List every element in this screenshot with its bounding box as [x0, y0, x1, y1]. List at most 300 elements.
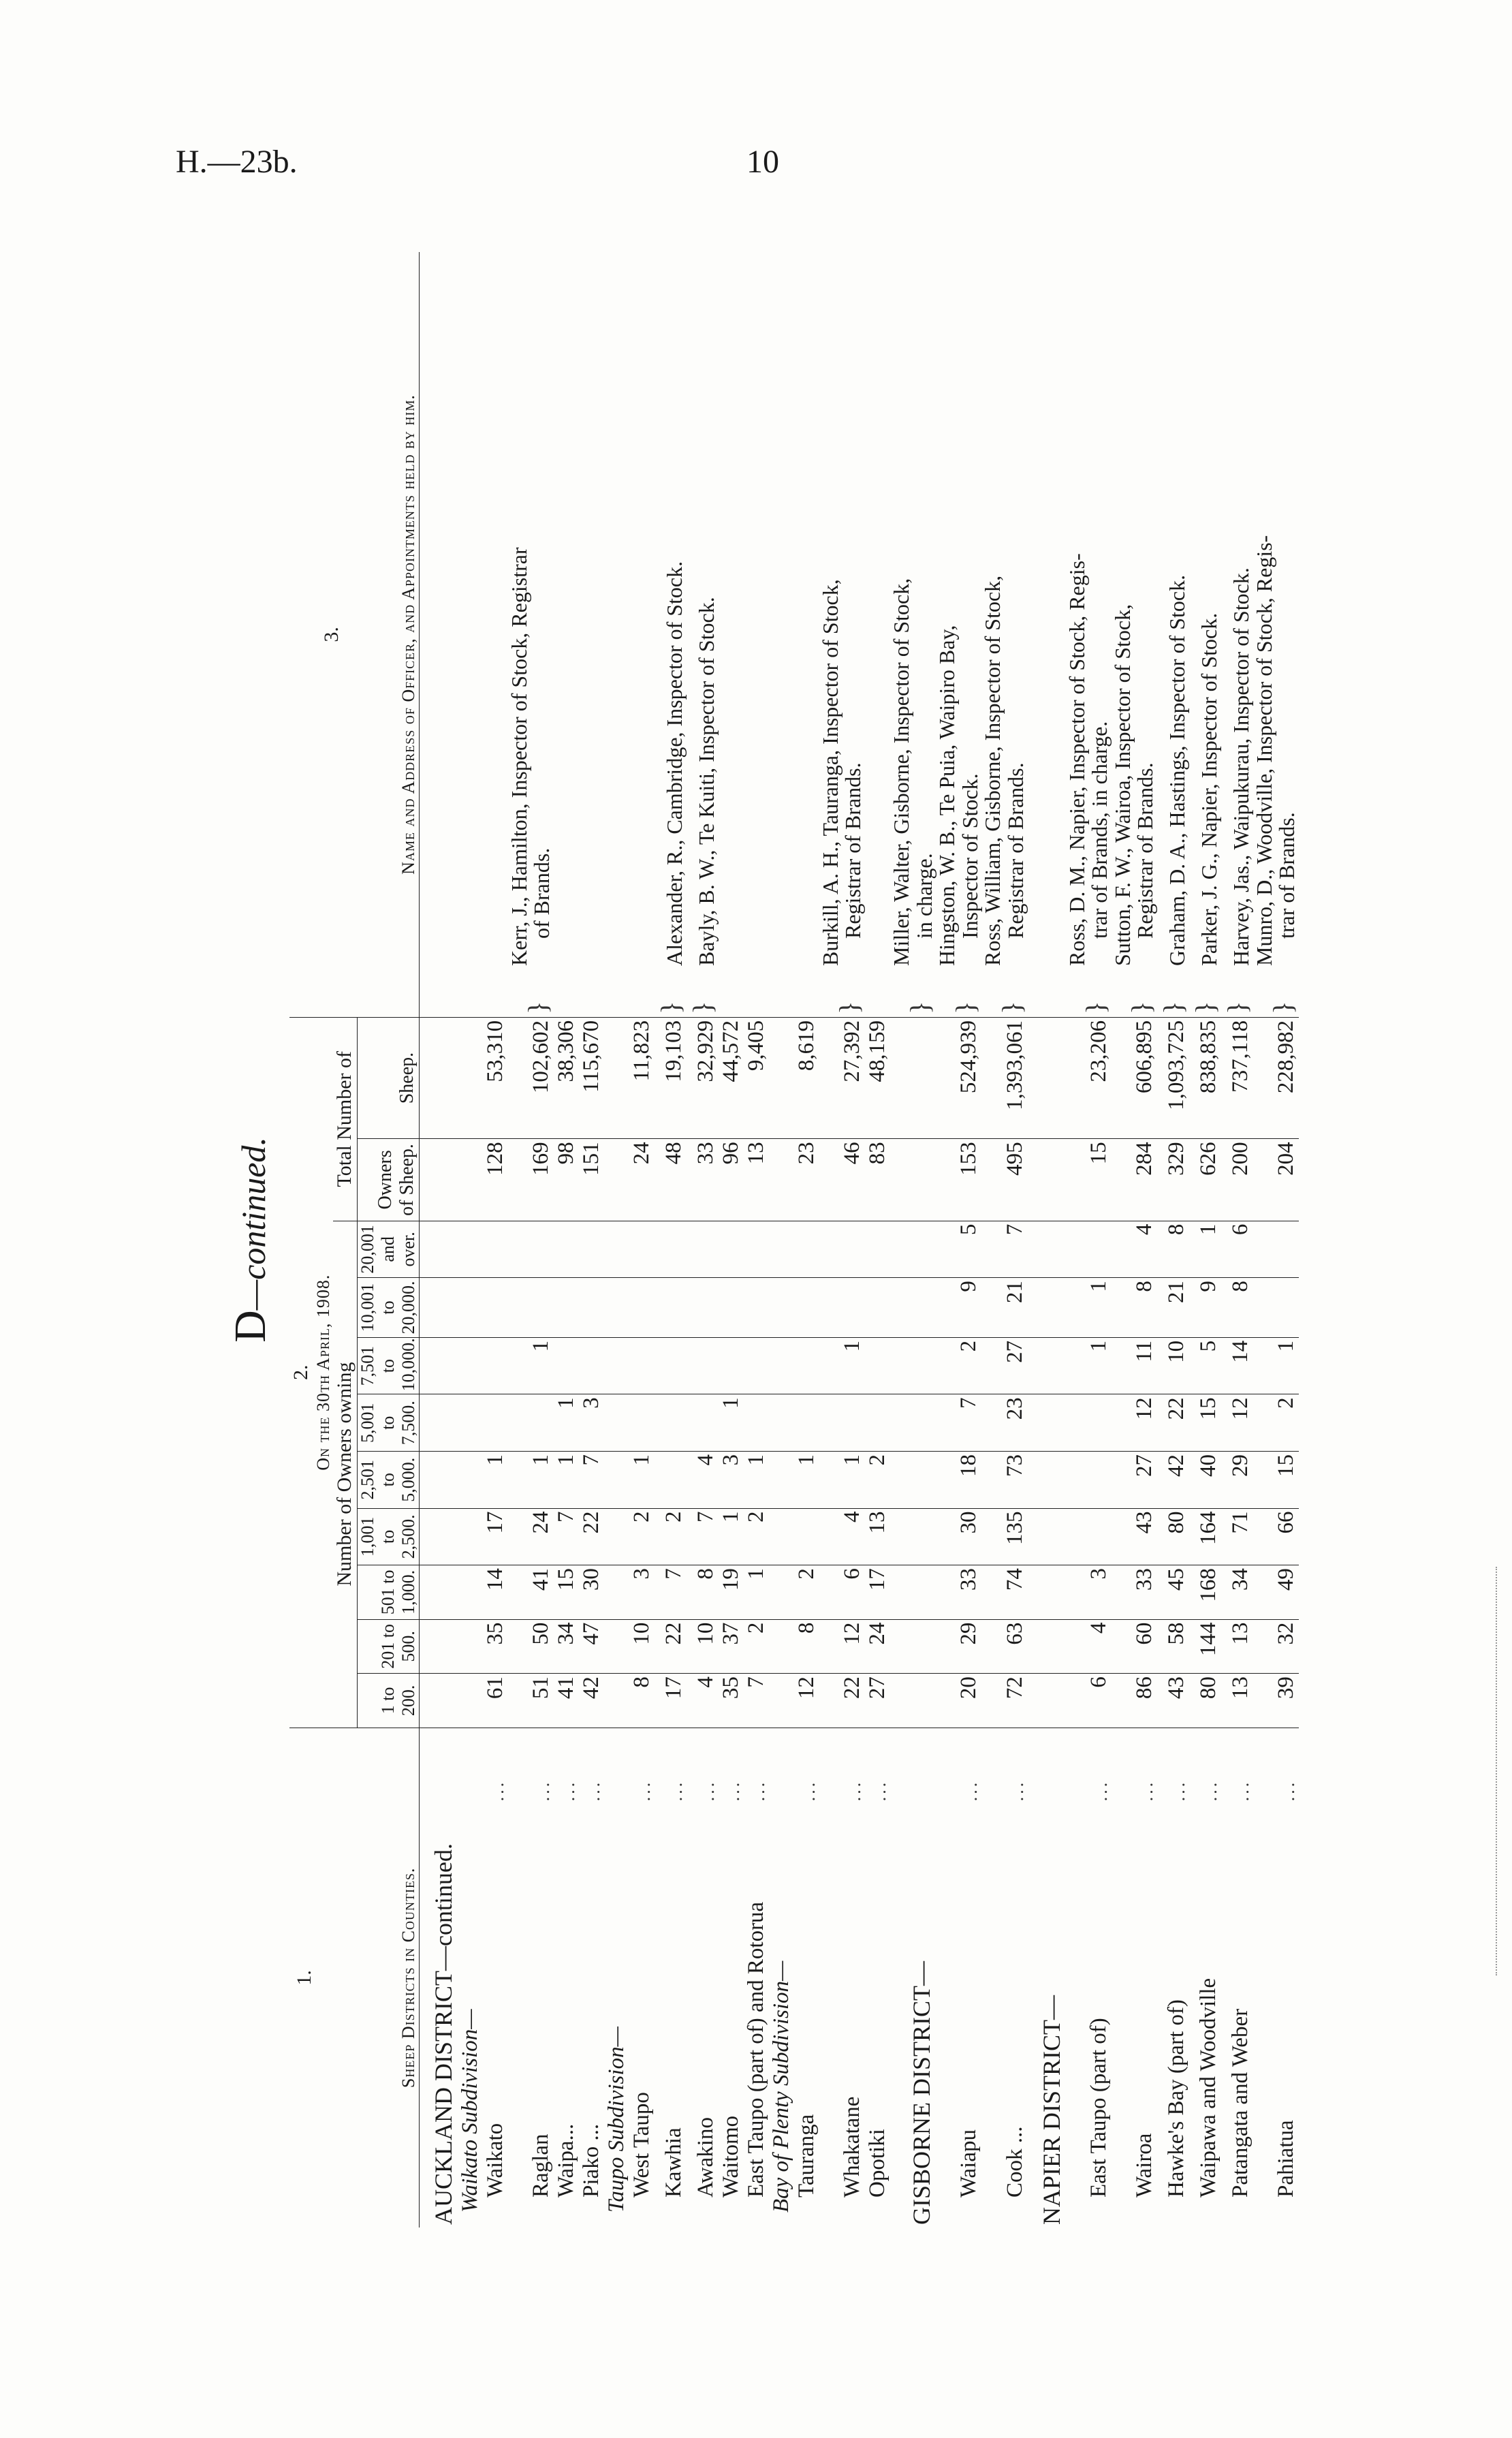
owner-count-cell: 7: [687, 1508, 719, 1565]
owner-count-cell: [508, 1221, 554, 1278]
officer-cell: [744, 252, 769, 969]
county-name: Hawke's Bay (part of): [1163, 1999, 1188, 2198]
officer-line: Harvey, Jas., Waipukurau, Inspector of Stock.: [1229, 567, 1254, 966]
table-row: [687, 252, 719, 2228]
owner-count-cell: 30: [579, 1565, 604, 1620]
owner-count-cell: [865, 1278, 890, 1338]
county-name: Waitomo: [718, 2115, 743, 2198]
owner-count-cell: 51: [508, 1674, 554, 1728]
district-name: AUCKLAND DISTRICT—continued.: [429, 1843, 457, 2225]
owner-count-cell: 135: [981, 1508, 1027, 1565]
owner-count-cell: [554, 1278, 579, 1338]
table-row: [719, 252, 744, 2228]
owners-total-cell: [890, 1139, 936, 1221]
brace-mark: [629, 969, 655, 1017]
owner-count-cell: [1028, 1508, 1066, 1565]
owner-count-cell: 12: [1221, 1394, 1253, 1452]
leader-dots: [419, 1728, 458, 1804]
owner-count-cell: 1: [629, 1451, 655, 1508]
table-title: [225, 252, 277, 2228]
sheep-total-cell: 23,206: [1066, 1017, 1112, 1138]
owner-count-cell: 2: [655, 1508, 687, 1565]
page-number: 10: [746, 144, 779, 180]
owners-total-cell: [1028, 1139, 1066, 1221]
owner-count-cell: 1: [554, 1451, 579, 1508]
owners-total-cell: 33: [687, 1139, 719, 1221]
owner-count-cell: [890, 1565, 936, 1620]
leader-dots: ...: [697, 1779, 718, 1802]
owner-count-cell: 80: [1189, 1674, 1221, 1728]
officer-line: Munro, D., Woodville, Inspector of Stock, Regis-: [1251, 535, 1276, 966]
brace-mark: }: [1189, 969, 1221, 1017]
brace-mark: [419, 969, 458, 1017]
district-name: NAPIER DISTRICT—: [1037, 1995, 1065, 2225]
county-name: Patangata and Weber: [1227, 2008, 1253, 2198]
leader-dots: ...: [1278, 1779, 1299, 1802]
owner-count-cell: 49: [1253, 1565, 1299, 1620]
owner-count-cell: [719, 1221, 744, 1278]
owner-count-cell: 1: [554, 1394, 579, 1452]
leader-dots: ...: [1136, 1779, 1156, 1802]
title-letter: D: [225, 1310, 275, 1343]
officer-cell: [1157, 252, 1189, 969]
owner-count-cell: 50: [508, 1619, 554, 1674]
officer-cell: [604, 252, 629, 969]
officer-line: Kerr, J., Hamilton, Inspector of Stock, Registrar: [506, 547, 531, 966]
sheep-total-cell: 115,670: [579, 1017, 604, 1138]
owner-count-cell: 17: [483, 1508, 508, 1565]
owner-count-cell: 43: [1157, 1674, 1189, 1728]
owner-count-cell: [419, 1221, 458, 1278]
owners-total-cell: 128: [483, 1139, 508, 1221]
table-row: [1189, 252, 1221, 2228]
owner-count-cell: 39: [1253, 1674, 1299, 1728]
owner-count-cell: [458, 1451, 483, 1508]
owner-count-cell: 34: [554, 1619, 579, 1674]
table-row: [554, 252, 579, 2228]
leader-dots: ...: [558, 1779, 578, 1802]
leader-dots: ...: [869, 1779, 889, 1802]
owner-count-cell: 7: [744, 1674, 769, 1728]
table-row: [508, 252, 554, 2228]
owner-count-cell: [483, 1337, 508, 1394]
range-header: 1,001 to 2,500.: [357, 1508, 419, 1565]
owner-count-cell: 21: [981, 1278, 1027, 1338]
owner-count-cell: 2: [744, 1508, 769, 1565]
owner-count-cell: 63: [981, 1619, 1027, 1674]
owner-count-cell: [508, 1394, 554, 1452]
owner-count-cell: [419, 1394, 458, 1452]
owner-count-cell: 21: [1157, 1278, 1189, 1338]
leader-dots: ...: [723, 1779, 743, 1802]
county-name: Raglan: [528, 2134, 553, 2198]
leader-dots: [769, 1728, 794, 1804]
sheep-total-cell: 27,392: [819, 1017, 865, 1138]
owner-count-cell: 35: [719, 1674, 744, 1728]
owner-count-cell: 32: [1253, 1619, 1299, 1674]
owner-count-cell: [769, 1221, 794, 1278]
owner-count-cell: 9: [1189, 1278, 1221, 1338]
owner-count-cell: 1: [508, 1451, 554, 1508]
officer-line: Registrar of Brands.: [1133, 762, 1158, 939]
owner-count-cell: [1028, 1337, 1066, 1394]
sheep-total-cell: 9,405: [744, 1017, 769, 1138]
owner-count-cell: 24: [508, 1508, 554, 1565]
table-row: [655, 252, 687, 2228]
officer-cell: [769, 252, 794, 969]
sheep-total-cell: 228,982: [1253, 1017, 1299, 1138]
owner-count-cell: [458, 1337, 483, 1394]
table-row: [1221, 252, 1253, 2228]
sheep-total-cell: 1,093,725: [1157, 1017, 1189, 1138]
sheep-total-cell: 737,118: [1221, 1017, 1253, 1138]
owner-count-cell: 2: [1253, 1394, 1299, 1452]
owner-count-cell: [865, 1394, 890, 1452]
owner-count-cell: 34: [1221, 1565, 1253, 1620]
owner-count-cell: 29: [936, 1619, 981, 1674]
owner-count-cell: 15: [1189, 1394, 1221, 1452]
leader-dots: [458, 1728, 483, 1804]
owners-total-cell: [604, 1139, 629, 1221]
margin-mark: [1496, 1567, 1498, 1975]
county-name: Piako ...: [578, 2123, 603, 2198]
owner-count-cell: 23: [981, 1394, 1027, 1452]
officer-cell: [554, 252, 579, 969]
leader-dots: ...: [583, 1779, 603, 1802]
col3-number: 3.: [320, 627, 343, 642]
officer-cell: [936, 252, 981, 969]
owner-count-cell: 7: [981, 1221, 1027, 1278]
owner-count-cell: 1: [483, 1451, 508, 1508]
owner-count-cell: 7: [655, 1565, 687, 1620]
col1-header: [289, 1728, 419, 2228]
owner-count-cell: 1: [719, 1508, 744, 1565]
owner-count-cell: [554, 1337, 579, 1394]
owner-count-cell: 4: [687, 1674, 719, 1728]
owner-count-cell: 1: [744, 1451, 769, 1508]
owner-count-cell: [687, 1221, 719, 1278]
owner-count-cell: 2: [794, 1565, 819, 1620]
owner-count-cell: 7: [579, 1451, 604, 1508]
owners-total-cell: 204: [1253, 1139, 1299, 1221]
brace-mark: [483, 969, 508, 1017]
owner-count-cell: [655, 1337, 687, 1394]
officer-line: Bayly, B. W., Te Kuiti, Inspector of Stock.: [694, 597, 719, 966]
brace-mark: [794, 969, 819, 1017]
subdivision-name: Waikato Subdivision—: [457, 2009, 482, 2213]
owner-count-cell: [458, 1619, 483, 1674]
owners-total-cell: [458, 1139, 483, 1221]
sheep-total-cell: [419, 1017, 458, 1138]
officer-cell: [687, 252, 719, 969]
subdivision-name: Bay of Plenty Subdivision—: [768, 1960, 793, 2213]
brace-mark: }: [890, 969, 936, 1017]
owner-count-cell: 15: [554, 1565, 579, 1620]
table-row: [1157, 252, 1189, 2228]
owner-count-cell: [604, 1394, 629, 1452]
owner-count-cell: 9: [936, 1278, 981, 1338]
owner-count-cell: [719, 1278, 744, 1338]
owner-count-cell: [604, 1565, 629, 1620]
owners-total-cell: 98: [554, 1139, 579, 1221]
owner-count-cell: 11: [1112, 1337, 1157, 1394]
owner-count-cell: [629, 1337, 655, 1394]
owners-of-sheep-header: Owners of Sheep.: [357, 1139, 419, 1221]
owner-count-cell: [655, 1451, 687, 1508]
owner-count-cell: 43: [1112, 1508, 1157, 1565]
owner-count-cell: 1: [1189, 1221, 1221, 1278]
brace-mark: [554, 969, 579, 1017]
county-name: Pahiatua: [1274, 2120, 1299, 2198]
owner-count-cell: [604, 1337, 629, 1394]
owners-total-cell: 83: [865, 1139, 890, 1221]
owner-count-cell: [419, 1278, 458, 1338]
subdivision-name: Taupo Subdivision—: [603, 2027, 629, 2213]
county-name: East Taupo (part of) and Rotorua: [743, 1901, 768, 2198]
owner-count-cell: 7: [936, 1394, 981, 1452]
owner-count-cell: 1: [744, 1565, 769, 1620]
owner-count-cell: 6: [1066, 1674, 1112, 1728]
owner-count-cell: [554, 1221, 579, 1278]
owner-count-cell: [1253, 1278, 1299, 1338]
owner-count-cell: [744, 1337, 769, 1394]
county-name: Waiapu: [956, 2129, 981, 2198]
owner-count-cell: 47: [579, 1619, 604, 1674]
owner-count-cell: 71: [1221, 1508, 1253, 1565]
officer-cell: [1253, 252, 1299, 969]
leader-dots: ...: [1200, 1779, 1220, 1802]
sheep-total-cell: [458, 1017, 483, 1138]
owner-count-cell: 6: [819, 1565, 865, 1620]
owner-count-cell: [1028, 1619, 1066, 1674]
owner-count-cell: 29: [1221, 1451, 1253, 1508]
owner-count-cell: [744, 1221, 769, 1278]
owner-count-cell: 80: [1157, 1508, 1189, 1565]
owner-count-cell: 27: [1112, 1451, 1157, 1508]
sheep-total-cell: [890, 1017, 936, 1138]
owner-count-cell: [579, 1278, 604, 1338]
leader-dots: ...: [665, 1779, 686, 1802]
owner-count-cell: 13: [1221, 1619, 1253, 1674]
owner-count-cell: [419, 1565, 458, 1620]
owner-count-cell: 1: [1066, 1278, 1112, 1338]
range-header: 2,501 to 5,000.: [357, 1451, 419, 1508]
owner-count-cell: [508, 1278, 554, 1338]
owner-count-cell: 8: [794, 1619, 819, 1674]
officer-line: Sutton, F. W., Wairoa, Inspector of Stock,: [1109, 604, 1135, 966]
owner-count-cell: 58: [1157, 1619, 1189, 1674]
brace-mark: [744, 969, 769, 1017]
officer-line: Graham, D. A., Hastings, Inspector of Stock.: [1165, 574, 1190, 966]
leader-dots: ...: [633, 1779, 654, 1802]
col3-header: [289, 252, 419, 1017]
brace-mark: [719, 969, 744, 1017]
table-row: [981, 252, 1027, 2228]
owner-count-cell: 8: [1221, 1278, 1253, 1338]
owner-count-cell: 60: [1112, 1619, 1157, 1674]
owner-count-cell: [744, 1394, 769, 1452]
sheep-total-cell: 524,939: [936, 1017, 981, 1138]
owners-total-cell: [419, 1139, 458, 1221]
owners-total-cell: [769, 1139, 794, 1221]
col2-label: On the 30th April, 1908.: [313, 1274, 333, 1471]
sheep-total-cell: 102,602: [508, 1017, 554, 1138]
district-name: GISBORNE DISTRICT—: [908, 1960, 936, 2225]
sheep-header: Sheep.: [357, 1017, 419, 1138]
owner-count-cell: [769, 1508, 794, 1565]
brace-mark: [579, 969, 604, 1017]
brace-mark: }: [1221, 969, 1253, 1017]
officer-cell: [890, 252, 936, 969]
owner-count-cell: [604, 1674, 629, 1728]
owner-count-cell: 8: [1157, 1221, 1189, 1278]
table-body: [419, 252, 1299, 2228]
table-row: [819, 252, 865, 2228]
district-heading-row: [419, 252, 458, 2228]
owner-count-cell: [579, 1221, 604, 1278]
range-header: 20,001 and over.: [357, 1221, 419, 1278]
range-header: 201 to 500.: [357, 1619, 419, 1674]
brace-mark: }: [508, 969, 554, 1017]
owners-total-cell: 13: [744, 1139, 769, 1221]
owner-count-cell: 3: [1066, 1565, 1112, 1620]
leader-dots: ...: [798, 1779, 819, 1802]
owner-count-cell: 1: [719, 1394, 744, 1452]
subdivision-heading-row: [458, 252, 483, 2228]
officer-cell: [629, 252, 655, 969]
owner-count-cell: 27: [981, 1337, 1027, 1394]
brace-mark: }: [981, 969, 1027, 1017]
owner-count-cell: 33: [936, 1565, 981, 1620]
owner-count-cell: [719, 1337, 744, 1394]
owner-count-cell: 4: [1066, 1619, 1112, 1674]
district-heading-row: [1028, 252, 1066, 2228]
sheep-total-cell: 11,823: [629, 1017, 655, 1138]
table-row: [629, 252, 655, 2228]
owner-count-cell: 6: [1221, 1221, 1253, 1278]
officer-cell: [1189, 252, 1221, 969]
owner-count-cell: 74: [981, 1565, 1027, 1620]
owner-count-cell: 14: [483, 1565, 508, 1620]
owner-count-cell: 2: [936, 1337, 981, 1394]
owner-count-cell: 19: [719, 1565, 744, 1620]
owner-count-cell: [1066, 1394, 1112, 1452]
leader-dots: ...: [533, 1779, 553, 1802]
owners-group-header: Number of Owners owning: [333, 1221, 357, 1728]
owner-count-cell: [458, 1221, 483, 1278]
owner-count-cell: [890, 1394, 936, 1452]
range-header: 501 to 1,000.: [357, 1565, 419, 1620]
totals-group-header: Total Number of: [333, 1017, 357, 1221]
owner-count-cell: [890, 1337, 936, 1394]
owner-count-cell: [655, 1394, 687, 1452]
owner-count-cell: [794, 1337, 819, 1394]
officer-cell: [483, 252, 508, 969]
owner-count-cell: [769, 1619, 794, 1674]
sheep-total-cell: 48,159: [865, 1017, 890, 1138]
owner-count-cell: 5: [936, 1221, 981, 1278]
owners-total-cell: 495: [981, 1139, 1027, 1221]
page-reference: H.—23b.: [176, 144, 298, 180]
owner-count-cell: 1: [1066, 1337, 1112, 1394]
officer-cell: [655, 252, 687, 969]
officer-cell: [1221, 252, 1253, 969]
owner-count-cell: [865, 1221, 890, 1278]
brace-mark: }: [1112, 969, 1157, 1017]
owner-count-cell: [629, 1221, 655, 1278]
owner-count-cell: 1: [1253, 1337, 1299, 1394]
owner-count-cell: [890, 1278, 936, 1338]
sheep-total-cell: [1028, 1017, 1066, 1138]
owners-total-cell: 48: [655, 1139, 687, 1221]
owner-count-cell: [687, 1394, 719, 1452]
owner-count-cell: 8: [687, 1565, 719, 1620]
owner-count-cell: 10: [687, 1619, 719, 1674]
county-name: Waipawa and Woodville: [1195, 1978, 1220, 2198]
owner-count-cell: 2: [744, 1619, 769, 1674]
owner-count-cell: 37: [719, 1619, 744, 1674]
owners-total-cell: 151: [579, 1139, 604, 1221]
district-heading-row: [890, 252, 936, 2228]
owner-count-cell: 72: [981, 1674, 1027, 1728]
owner-count-cell: [769, 1394, 794, 1452]
table-row: [1066, 252, 1112, 2228]
owner-count-cell: [1253, 1221, 1299, 1278]
owner-count-cell: [458, 1674, 483, 1728]
officer-cell: [794, 252, 819, 969]
officer-line: in charge.: [911, 853, 936, 939]
county-name: West Taupo: [629, 2092, 654, 2198]
owner-count-cell: 15: [1253, 1451, 1299, 1508]
officer-cell: [719, 252, 744, 969]
owner-count-cell: [1066, 1221, 1112, 1278]
leader-dots: ...: [844, 1779, 864, 1802]
leader-dots: ...: [1168, 1779, 1188, 1802]
officer-line: Parker, J. G., Napier, Inspector of Stock.: [1197, 612, 1222, 966]
owner-count-cell: [458, 1565, 483, 1620]
owner-count-cell: 10: [1157, 1337, 1189, 1394]
brace-mark: }: [819, 969, 865, 1017]
owner-count-cell: 164: [1189, 1508, 1221, 1565]
owners-total-cell: 626: [1189, 1139, 1221, 1221]
brace-mark: }: [1157, 969, 1189, 1017]
owner-count-cell: 12: [819, 1619, 865, 1674]
owner-count-cell: 5: [1189, 1337, 1221, 1394]
col1-number: 1.: [293, 1970, 316, 1986]
owner-count-cell: 8: [629, 1674, 655, 1728]
officer-line: Registrar of Brands.: [1003, 762, 1028, 939]
owner-count-cell: [1028, 1394, 1066, 1452]
county-name: Awakino: [693, 2117, 718, 2198]
owner-count-cell: 2: [865, 1451, 890, 1508]
owner-count-cell: 8: [1112, 1278, 1157, 1338]
subdivision-heading-row: [769, 252, 794, 2228]
county-name: Whakatane: [839, 2096, 864, 2198]
owner-count-cell: 27: [865, 1674, 890, 1728]
owner-count-cell: [655, 1221, 687, 1278]
owner-count-cell: [769, 1451, 794, 1508]
owner-count-cell: 22: [655, 1619, 687, 1674]
owner-count-cell: 3: [629, 1565, 655, 1620]
owner-count-cell: [794, 1221, 819, 1278]
officer-line: Miller, Walter, Gisborne, Inspector of Stock,: [888, 578, 913, 966]
owner-count-cell: [744, 1278, 769, 1338]
officer-line: Alexander, R., Cambridge, Inspector of Stock.: [662, 561, 687, 966]
sheep-total-cell: 1,393,061: [981, 1017, 1027, 1138]
brace-mark: }: [1066, 969, 1112, 1017]
owner-count-cell: 73: [981, 1451, 1027, 1508]
owners-total-cell: 15: [1066, 1139, 1112, 1221]
